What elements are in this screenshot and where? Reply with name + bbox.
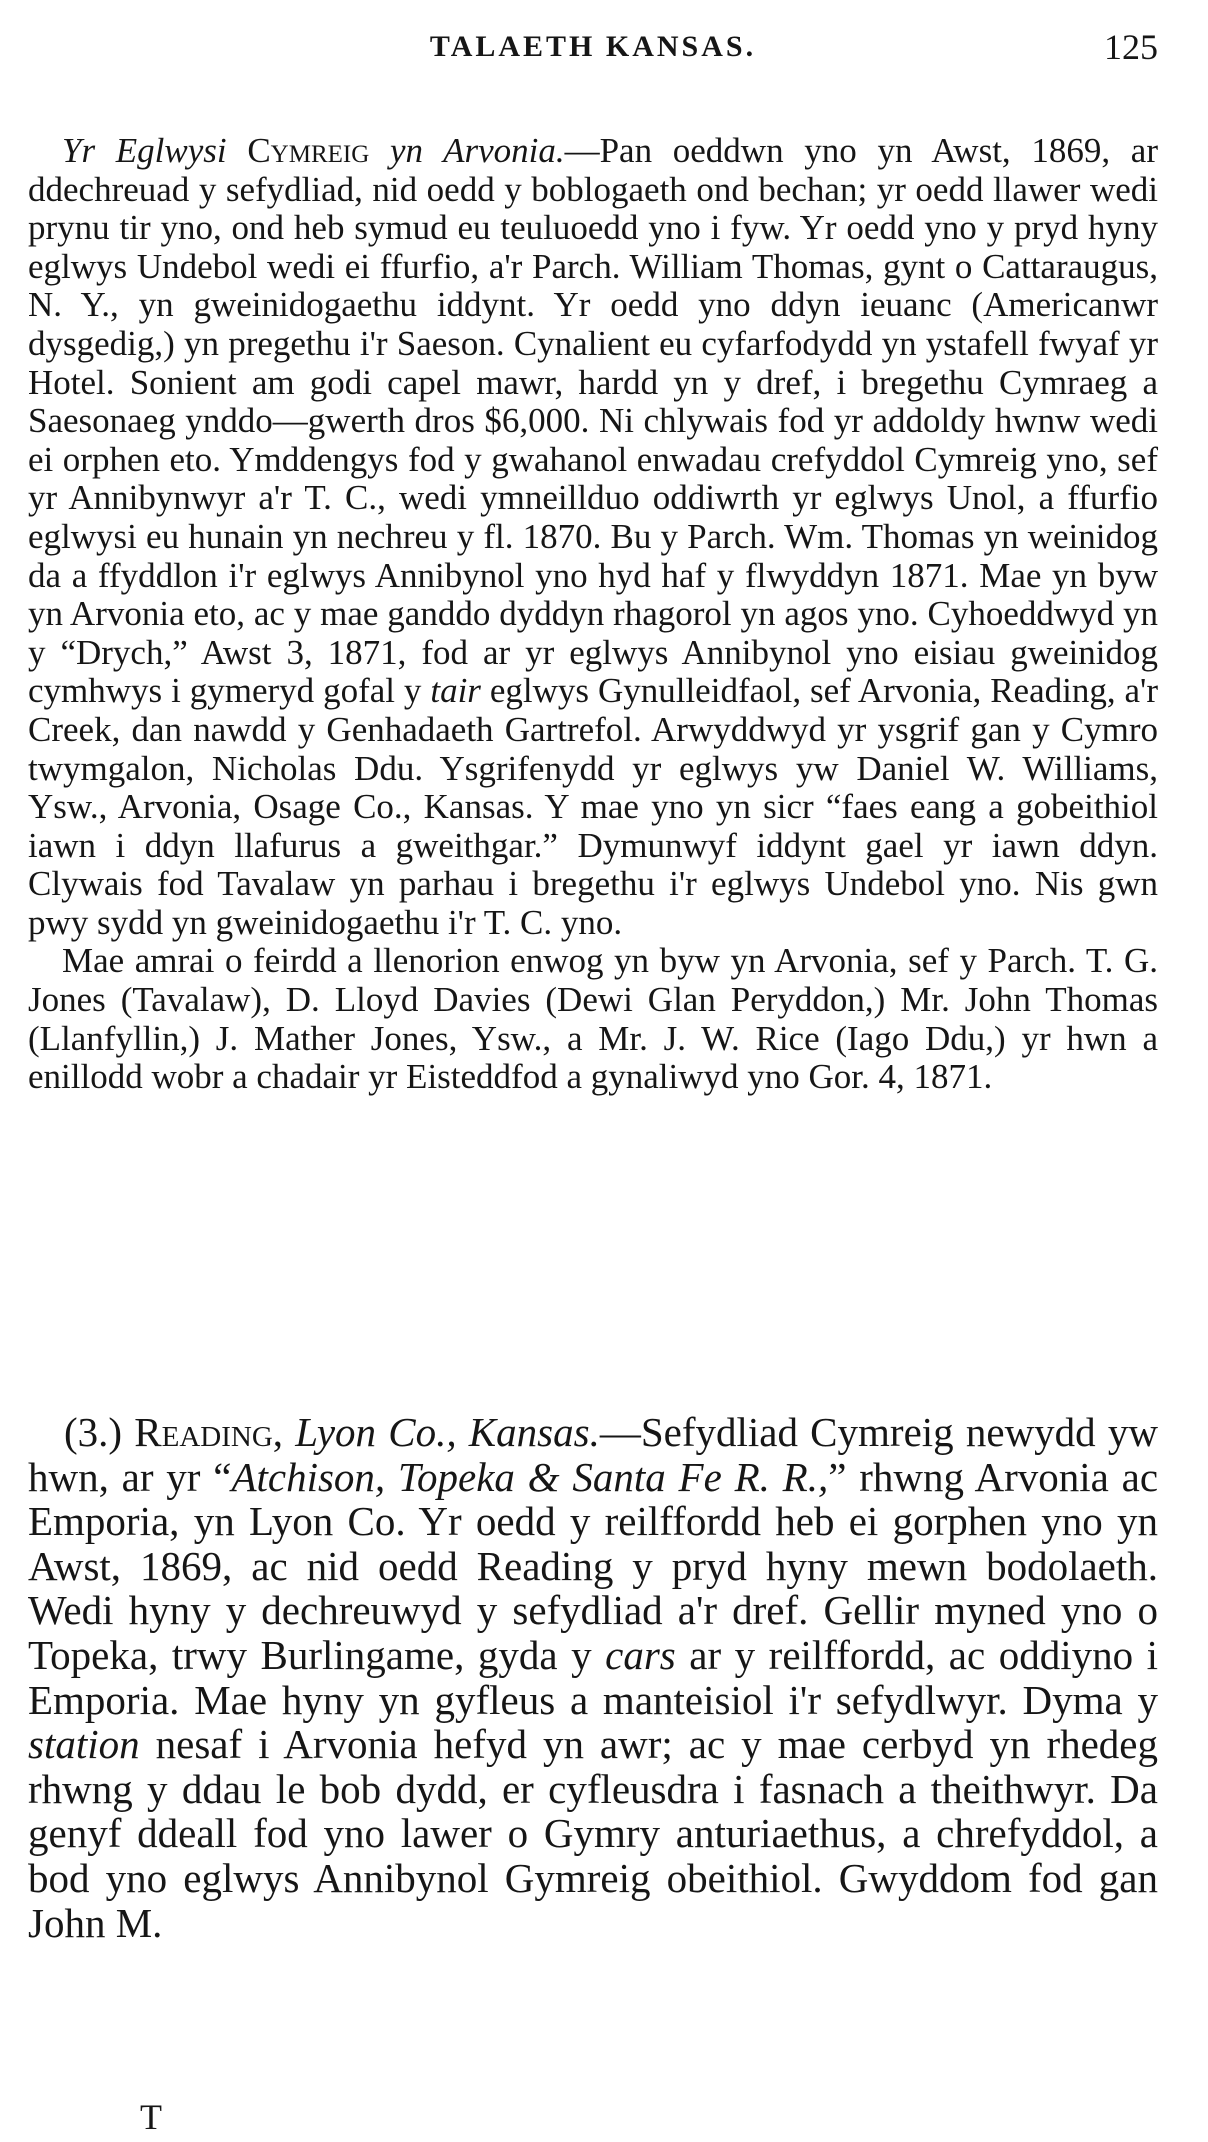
paragraph-poets: Mae amrai o feirdd a llenorion enwog yn byw yn Arvonia, sef y Parch. T. G. Jones (Tavalaw), D. Lloyd Davies (Dewi Glan Peryddon,) Mr. John Thomas (Llanfyllin,) J. Mather Jones, Ysw., a Mr. J. W. Rice (Iago Ddu,) yr hwn a enillodd wobr a chadair yr Eisteddfod a gynaliwyd yno Gor. 4, 1871. — [28, 941, 1158, 1097]
section-number: (3.) — [64, 1409, 123, 1455]
large-print-section — [28, 1410, 1158, 1945]
italic-word-station: station — [28, 1721, 140, 1768]
paragraph-text-b: eglwys Gynulleidfaol, sef Arvonia, Reading, a'r Creek, dan nawdd y Genhadaeth Gartrefol. Arwyddwyd yr ysgrif gan y Cymro twymgalon, Nicholas Ddu. Ysgrifenydd yr eglwys yw Daniel W. Williams, Ysw., Arvonia, Osage Co., Kansas. Y mae yno yn sicr “faes eang a gobeithiol iawn i ddyn llafurus a gweithgar.” Dymunwyf iddynt gael yr iawn ddyn. Clywais fod Tavalaw yn parhau i bregethu i'r eglwys Undebol yno. Nis gwn pwy sydd yn gweinidogaethu i'r T. C. yno. — [28, 671, 1159, 942]
printer-signature-mark: T — [140, 2097, 162, 2137]
railroad-name: Atchison, Topeka & Santa Fe R. R., — [231, 1453, 829, 1500]
running-title: TALAETH KANSAS. — [429, 30, 757, 63]
italic-word-tair: tair — [430, 671, 481, 711]
section-text-d: nesaf i Arvonia hefyd yn awr; ac y mae cerbyd yn rhedeg rhwng y ddau le bob dydd, er cyfleusdra i fasnach a theithwyr. Da genyf ddeall fod yno lawer o Gymry anturiaethus, a chrefyddol, a bod yno eglwys Annibynol Gymreig obeithiol. Gwyddom fod gan John M. — [28, 1721, 1159, 1946]
section-text-c: ar y reilffordd, ac oddiyno i Emporia. Mae hyny yn gyfleus a manteisiol i'r sefydlwyr. Dyma y — [28, 1631, 1159, 1723]
lead-small-caps: Cymreig — [247, 131, 370, 170]
section-heading-small-caps: Reading, — [134, 1409, 284, 1455]
section-text-b: ” rhwng Arvonia ac Emporia, yn Lyon Co. Yr oedd y reilffordd heb ei gorphen yno yn Awst, 1869, ac nid oedd Reading y pryd hyny mewn bodolaeth. Wedi hyny y dechreuwyd y sefydliad a'r dref. Gellir myned yno o Topeka, trwy Burlingame, gyda y — [28, 1453, 1159, 1678]
section-text-a: —Sefydliad Cymreig newydd yw hwn, ar yr “ — [28, 1409, 1159, 1500]
small-print-section — [28, 132, 1158, 1097]
lead-italic-2: yn Arvonia. — [389, 131, 565, 170]
running-header — [28, 27, 1158, 80]
paragraph-reading — [28, 1410, 1158, 1945]
section-heading-italic: Lyon Co., Kansas. — [295, 1409, 600, 1455]
paragraph-text-a: —Pan oeddwn yno yn Awst, 1869, ar ddechreuad y sefydliad, nid oedd y boblogaeth ond bechan; yr oedd llawer wedi prynu tir yno, ond heb symud eu teuluoedd yno i fyw. Yr oedd yno y pryd hyny eglwys Undebol wedi ei ffurfio, a'r Parch. William Thomas, gynt o Cattaraugus, N. Y., yn gweinidogaethu iddynt. Yr oedd yno ddyn ieuanc (Americanwr dysgedig,) yn pregethu i'r Saeson. Cynalient eu cyfarfodydd yn ystafell fwyaf yr Hotel. Sonient am godi capel mawr, hardd yn y dref, i bregethu Cymraeg a Saesonaeg ynddo—gwerth dros $6,000. Ni chlywais fod yr addoldy hwnw wedi ei orphen eto. Ymddengys fod y gwahanol enwadau crefyddol Cymreig yno, sef yr Annibynwyr a'r T. C., wedi ymneillduo oddiwrth yr eglwys Unol, a ffurfio eglwysi eu hunain yn nechreu y fl. 1870. Bu y Parch. Wm. Thomas yn weinidog da a ffyddlon i'r eglwys Annibynol yno hyd haf y flwyddyn 1871. Mae yn byw yn Arvonia eto, ac y mae ganddo dyddyn rhagorol yn agos yno. Cyhoeddwyd yn y “Drych,” Awst 3, 1871, fod ar yr eglwys Annibynol yno eisiau gweinidog cymhwys i gymeryd gofal y — [28, 131, 1158, 711]
paragraph-arvonia-churches — [28, 132, 1158, 942]
lead-italic: Yr Eglwysi — [62, 131, 227, 170]
italic-word-cars: cars — [605, 1631, 676, 1678]
page-number: 125 — [1104, 27, 1158, 67]
book-page — [28, 0, 1158, 2142]
